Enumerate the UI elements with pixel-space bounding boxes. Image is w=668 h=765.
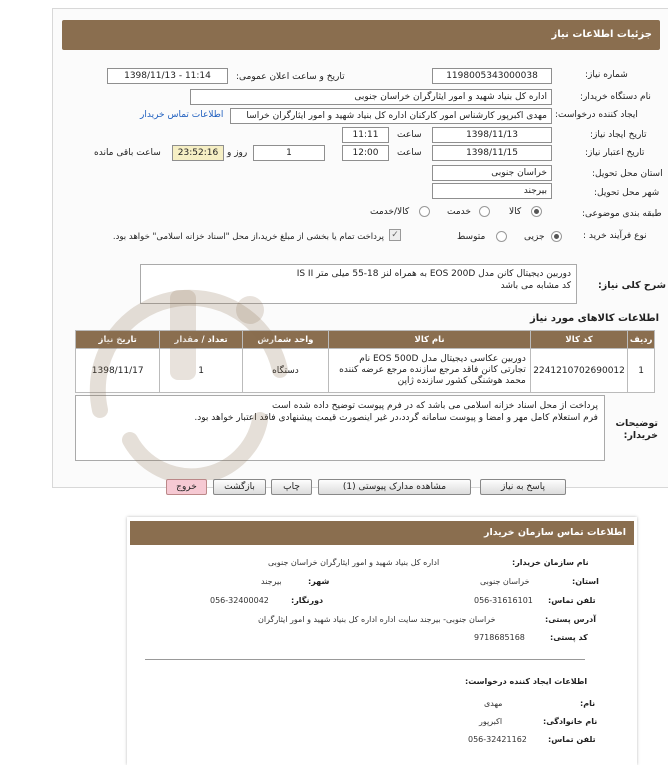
treasury-checkbox[interactable]: ✓ (389, 229, 401, 241)
created-time-label: ساعت (397, 130, 422, 140)
creator-phone-label: تلفن تماس: (548, 735, 596, 744)
contact-divider (145, 659, 585, 660)
items-section-title: اطلاعات کالاهای مورد نیاز (530, 313, 660, 324)
overall-desc-line2: کد مشابه می باشد (500, 281, 571, 291)
process-label: نوع فرآیند خرید : (583, 231, 647, 241)
contact-city-value: بیرجند (261, 577, 282, 586)
process-minor-radio[interactable] (551, 231, 562, 242)
print-button[interactable]: چاپ (271, 479, 312, 495)
province-field[interactable]: خراسان جنوبی (432, 165, 552, 181)
need-number-label: شماره نیاز: (585, 70, 628, 80)
creator-info-title: اطلاعات ایجاد کننده درخواست: (465, 677, 588, 686)
col-name: نام کالا (329, 331, 531, 349)
contact-fax-value: 056-32400042 (210, 596, 269, 605)
announce-date-label: تاریخ و ساعت اعلان عمومی: (236, 72, 345, 82)
overall-desc-line1: دوربین دیجیتال کانن مدل EOS 200D به همراه لنز 18-55 میلی متر IS II (296, 269, 571, 279)
created-date-field[interactable]: 1398/11/13 (432, 127, 552, 143)
col-qty: تعداد / مقدار (160, 331, 242, 349)
category-goods-radio[interactable] (531, 206, 542, 217)
process-minor-label: جزیی (524, 232, 545, 242)
category-both-radio[interactable] (419, 206, 430, 217)
requester-field[interactable]: مهدی اکبرپور کارشناس امور کارکنان اداره کل بنیاد شهید و امور ایثارگران خراسا (230, 108, 552, 124)
contact-phone-value: 056-31616101 (474, 596, 533, 605)
contact-phone-label: تلفن تماس: (548, 596, 596, 605)
contact-address-label: آدرس پستی: (545, 615, 596, 624)
created-date-label: تاریخ ایجاد نیاز: (590, 130, 647, 140)
page-title: جزئیات اطلاعات نیاز (62, 20, 660, 50)
city-field[interactable]: بیرجند (432, 183, 552, 199)
remaining-days-field[interactable]: 1 (253, 145, 325, 161)
process-medium-label: متوسط (457, 232, 486, 242)
buyer-notes-line2: فرم استعلام کامل مهر و امضا و پیوست سامانه گردد،در غیر اینصورت قیمت پیشنهادی فاقد اعتبار خواهد بود. (194, 413, 598, 423)
remaining-label: ساعت باقی مانده (94, 148, 161, 158)
validity-date-field[interactable]: 1398/11/15 (432, 145, 552, 161)
buyer-contact-link[interactable]: اطلاعات تماس خریدار (140, 110, 224, 120)
validity-time-field[interactable]: 12:00 (342, 145, 389, 161)
cell-row: 1 (628, 349, 655, 393)
days-label: روز و (227, 148, 248, 158)
contact-postal-value: 9718685168 (474, 633, 525, 642)
announce-date-field[interactable]: 1398/11/13 - 11:14 (107, 68, 228, 84)
cell-date: 1398/11/17 (76, 349, 160, 393)
cell-code: 2241210702690012 (530, 349, 627, 393)
creator-name-label: نام: (580, 699, 596, 708)
province-label: استان محل تحویل: (592, 169, 663, 179)
col-unit: واحد شمارش (242, 331, 328, 349)
exit-button[interactable]: خروج (166, 479, 207, 495)
creator-name-value: مهدی (484, 699, 503, 708)
contact-province-label: استان: (572, 577, 599, 586)
process-medium-radio[interactable] (496, 231, 507, 242)
col-date: تاریخ نیاز (76, 331, 160, 349)
category-goods-label: کالا (509, 207, 522, 217)
city-label: شهر محل تحویل: (594, 188, 660, 198)
buyer-notes-field[interactable] (75, 395, 605, 461)
table-row[interactable] (76, 349, 655, 393)
contact-org-value: اداره کل بنیاد شهید و امور ایثارگران خراسان جنوبی (268, 558, 440, 567)
category-label: طبقه بندی موضوعی: (582, 209, 662, 219)
overall-desc-field[interactable] (140, 264, 577, 304)
back-button[interactable]: بازگشت (213, 479, 266, 495)
contact-panel-title: اطلاعات تماس سازمان خریدار (130, 521, 634, 545)
contact-city-label: شهر: (308, 577, 330, 586)
cell-unit: دستگاه (242, 349, 328, 393)
validity-time-label: ساعت (397, 148, 422, 158)
creator-family-value: اکبرپور (479, 717, 503, 726)
contact-org-label: نام سازمان خریدار: (512, 558, 589, 567)
requester-label: ایجاد کننده درخواست: (555, 110, 638, 120)
cell-qty: 1 (160, 349, 242, 393)
cell-name: دوربین عکاسی دیجیتال مدل EOS 500D نام تجارتی کانن فاقد مرجع سازنده مرجع عرضه کننده محمد هوشنگی کشور سازنده ژاپن (329, 349, 531, 393)
col-row: ردیف (628, 331, 655, 349)
contact-province-value: خراسان جنوبی (480, 577, 530, 586)
validity-date-label: تاریخ اعتبار نیاز: (585, 148, 645, 158)
buyer-org-label: نام دستگاه خریدار: (580, 92, 651, 102)
category-service-radio[interactable] (479, 206, 490, 217)
buyer-notes-line1: پرداخت از محل اسناد خزانه اسلامی می باشد که در فرم پیوست توضیح داده شده است (272, 401, 598, 411)
category-service-label: خدمت (447, 207, 471, 217)
treasury-note: پرداخت تمام یا بخشی از مبلغ خرید،از محل "اسناد خزانه اسلامی" خواهد بود. (112, 232, 384, 242)
reply-button[interactable]: پاسخ به نیاز (480, 479, 566, 495)
creator-phone-value: 056-32421162 (468, 735, 527, 744)
overall-desc-label: شرح کلی نیاز: (598, 280, 667, 291)
buyer-org-field[interactable]: اداره کل بنیاد شهید و امور ایثارگران خراسان جنوبی (190, 89, 552, 105)
creator-family-label: نام خانوادگی: (543, 717, 598, 726)
contact-address-value: خراسان جنوبی- بیرجند سایت اداره اداره کل بنیاد شهید و امور ایثارگران (258, 615, 496, 624)
contact-postal-label: کد پستی: (550, 633, 588, 642)
category-both-label: کالا/خدمت (370, 207, 410, 217)
buyer-notes-label: توضیحات خریدار: (615, 418, 658, 441)
col-code: کد کالا (530, 331, 627, 349)
attachments-button[interactable]: مشاهده مدارک پیوستی (1) (318, 479, 471, 495)
created-time-field[interactable]: 11:11 (342, 127, 389, 143)
remaining-time-field[interactable]: 23:52:16 (172, 145, 224, 161)
need-number-field[interactable]: 1198005343000038 (432, 68, 552, 84)
items-table (75, 330, 655, 393)
contact-fax-label: دورنگار: (291, 596, 324, 605)
